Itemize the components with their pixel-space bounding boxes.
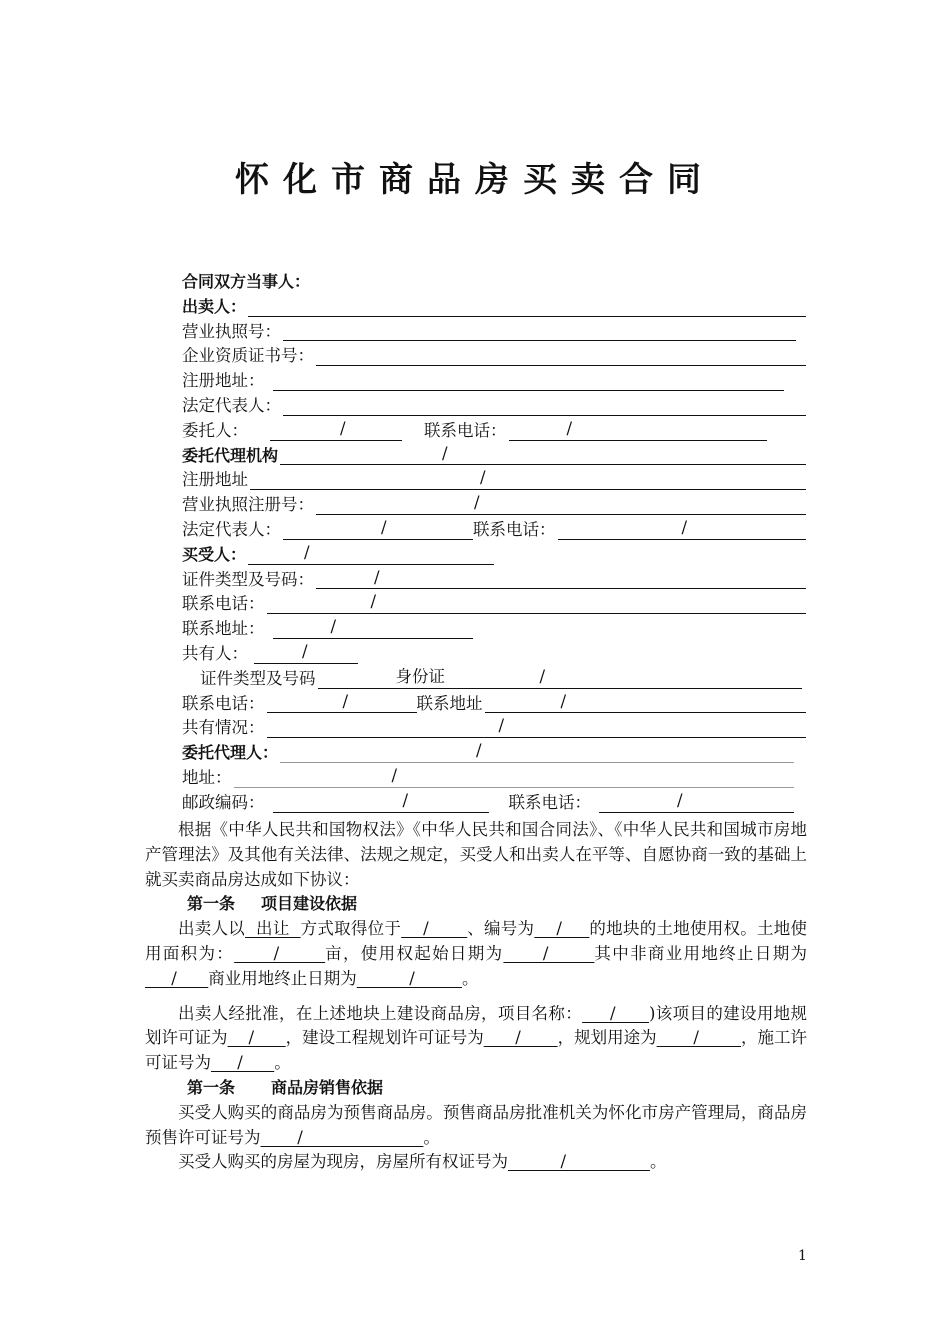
agent-label: 委托代理人： — [182, 743, 279, 763]
agent-slash: / — [476, 741, 482, 761]
buyer-id-row — [182, 568, 806, 593]
co-ownership-row — [182, 716, 806, 741]
co-ownership-label: 共有情况： — [182, 718, 265, 738]
agency-address-label: 注册地址 — [182, 470, 248, 490]
article-2-paragraph-2 — [145, 1150, 807, 1175]
buyer-address-field[interactable] — [273, 617, 473, 639]
buyer-phone-label: 联系电话： — [182, 594, 265, 614]
agent-address-label: 地址： — [182, 767, 232, 787]
start-date-field[interactable]: / — [503, 943, 595, 963]
co-owner-phone-field[interactable] — [267, 691, 417, 713]
agency-legal-rep-slash: / — [381, 517, 387, 537]
text-segment: 其中非商业用地终止日期为 — [594, 943, 808, 963]
agent-row — [182, 741, 806, 766]
legal-rep-label: 法定代表人： — [182, 395, 281, 415]
qualification-label: 企业资质证书号： — [182, 346, 314, 366]
buyer-phone-field[interactable] — [267, 592, 807, 614]
buyer-phone-slash: / — [370, 592, 377, 612]
reg-address-label: 注册地址： — [182, 371, 265, 391]
project-name-field[interactable]: / — [582, 1003, 650, 1023]
co-owner-slash: / — [302, 641, 308, 661]
agency-address-row — [182, 468, 806, 493]
article-2-number: 第一条 — [187, 1077, 236, 1097]
agent-address-row — [182, 766, 806, 791]
article-2-heading — [145, 1076, 807, 1101]
co-owner-id-row — [182, 667, 806, 692]
buyer-label: 买受人： — [182, 544, 247, 564]
buyer-row — [182, 543, 806, 568]
agency-legal-rep-row — [182, 518, 806, 543]
text-segment: 。 — [649, 1152, 667, 1172]
agency-legal-rep-field[interactable] — [283, 517, 473, 540]
buyer-id-label: 证件类型及号码： — [182, 569, 314, 589]
co-owner-field[interactable] — [254, 641, 358, 664]
agency-label: 委托代理机构 — [182, 445, 279, 465]
agent-postcode-slash: / — [402, 790, 409, 810]
contract-body — [145, 818, 807, 1175]
non-commercial-end-date-field[interactable]: / — [145, 968, 209, 988]
agent-postcode-label: 邮政编码： — [182, 792, 265, 812]
reg-address-row — [182, 369, 806, 394]
agent-phone-field[interactable] — [599, 790, 794, 813]
buyer-id-slash: / — [374, 567, 380, 587]
agency-address-slash: / — [480, 468, 486, 488]
article-1-number: 第一条 — [187, 894, 236, 914]
text-segment: 。 — [274, 1053, 291, 1073]
agency-address-field[interactable] — [250, 468, 806, 490]
presale-permit-field[interactable]: / — [260, 1127, 424, 1147]
article-1-heading — [145, 892, 807, 917]
co-ownership-field[interactable] — [267, 716, 807, 738]
co-owner-row — [182, 642, 806, 667]
buyer-address-slash: / — [330, 617, 337, 637]
entrusted-phone-label: 联系电话： — [424, 420, 507, 440]
agency-phone-field[interactable] — [558, 517, 807, 540]
ownership-certificate-field[interactable]: / — [508, 1152, 650, 1172]
acquire-method-field[interactable]: 出让 — [245, 919, 301, 939]
construction-permit-field[interactable]: / — [211, 1053, 275, 1073]
agent-phone-label: 联系电话： — [508, 792, 591, 812]
document-title: 怀化市商品房买卖合同 — [235, 160, 715, 200]
legal-rep-field[interactable] — [283, 397, 806, 416]
buyer-phone-row — [182, 592, 806, 617]
co-owner-phone-slash: / — [342, 691, 349, 711]
page-number: 1 — [798, 1248, 807, 1264]
text-segment: 买受人购买的房屋为现房，房屋所有权证号为 — [178, 1152, 508, 1172]
agent-address-slash: / — [391, 765, 398, 785]
agency-row — [182, 444, 806, 469]
agency-phone-label: 联系电话： — [473, 519, 556, 539]
co-owner-phone-row — [182, 692, 806, 717]
planned-use-field[interactable]: / — [656, 1028, 741, 1048]
agent-phone-slash: / — [677, 790, 683, 810]
co-ownership-slash: / — [498, 716, 505, 736]
agent-field[interactable] — [280, 741, 794, 763]
buyer-address-row — [182, 617, 806, 642]
agent-postcode-row — [182, 791, 806, 816]
agency-license-slash: / — [474, 493, 480, 513]
text-segment: 商业用地终止日期为 — [208, 968, 357, 988]
buyer-field[interactable] — [248, 542, 494, 565]
qualification-row — [182, 344, 806, 369]
agency-license-label: 营业执照注册号： — [182, 495, 314, 515]
agency-legal-rep-label: 法定代表人： — [182, 519, 281, 539]
co-owner-id-value: 身份证 — [395, 666, 445, 686]
article-1-title: 项目建设依据 — [261, 894, 358, 914]
entrusted-row — [182, 419, 806, 444]
entrusted-label: 委托人： — [182, 420, 248, 440]
commercial-end-date-field[interactable]: / — [356, 968, 462, 988]
text-segment: ，建设工程规划许可证号为 — [285, 1028, 484, 1048]
entrusted-field[interactable] — [270, 418, 402, 441]
qualification-field[interactable] — [316, 347, 806, 366]
text-segment: 。 — [461, 968, 479, 988]
license-row — [182, 320, 806, 345]
construction-planning-permit-field[interactable]: / — [483, 1028, 558, 1048]
co-owner-phone-label: 联系电话： — [182, 693, 265, 713]
co-owner-id-label: 证件类型及号码 — [200, 668, 316, 688]
co-owner-label: 共有人： — [182, 643, 248, 663]
license-no-label: 营业执照号： — [182, 321, 281, 341]
land-area-field[interactable]: / — [234, 943, 326, 963]
agency-phone-slash: / — [681, 517, 688, 537]
text-segment: 出卖人经批准，在上述地块上建设商品房，项目名称： — [178, 1003, 583, 1023]
buyer-address-label: 联系地址： — [182, 619, 265, 639]
preamble: 根据《中华人民共和国物权法》《中华人民共和国合同法》、《中华人民共和国城市房地产管理法》及其他有关法律、法规之规定，买受人和出卖人在平等、自愿协商一致的基础上就买卖商品房达成如下协议： — [145, 820, 807, 889]
license-no-field[interactable] — [283, 322, 796, 341]
plot-number-field[interactable]: / — [534, 919, 590, 939]
seller-row — [182, 295, 806, 320]
text-segment: 买受人购买的商品房为预售商品房。预售商品房批准机关为怀化市房产管理局，商品房预售许可证号为 — [145, 1102, 807, 1147]
text-segment: 出卖人以 — [178, 919, 246, 939]
seller-field[interactable] — [248, 298, 806, 317]
text-segment: 亩，使用权起始日期为 — [325, 943, 504, 963]
entrusted-slash: / — [340, 418, 346, 438]
legal-rep-row — [182, 394, 806, 419]
co-owner-address-label: 联系地址 — [416, 693, 483, 713]
agency-license-field[interactable] — [316, 493, 806, 515]
location-field[interactable]: / — [401, 919, 468, 939]
text-segment: 的地块的土地使用权。土地使用面积为： — [145, 919, 808, 963]
text-segment: ，规划用途为 — [557, 1028, 657, 1048]
reg-address-field[interactable] — [273, 372, 785, 391]
buyer-id-field[interactable] — [316, 567, 806, 589]
entrusted-phone-slash: / — [566, 418, 573, 438]
article-2-paragraph-1 — [145, 1101, 807, 1151]
entrusted-phone-field[interactable] — [509, 418, 767, 441]
article-2-title: 商品房销售依据 — [271, 1077, 384, 1097]
agency-license-row — [182, 493, 806, 518]
agent-address-field[interactable] — [234, 765, 795, 788]
buyer-slash: / — [304, 542, 310, 562]
land-planning-permit-field[interactable]: / — [227, 1028, 286, 1048]
agent-postcode-field[interactable] — [273, 790, 489, 813]
co-owner-id-field[interactable] — [318, 666, 803, 689]
party-section — [182, 270, 806, 816]
text-segment: )该项目的建设用地规划许可证为 — [145, 1003, 807, 1048]
co-owner-address-slash: / — [560, 691, 567, 711]
seller-label: 出卖人： — [182, 296, 247, 316]
co-owner-id-slash: / — [539, 666, 546, 686]
text-segment: ，施工许可证号为 — [145, 1028, 808, 1073]
article-1-paragraph-1 — [145, 917, 807, 991]
text-segment: 方式取得位于 — [300, 919, 402, 939]
agency-slash: / — [442, 443, 448, 463]
article-1-paragraph-2 — [145, 1002, 807, 1076]
co-owner-address-field[interactable] — [485, 691, 807, 713]
text-segment: 。 — [423, 1127, 440, 1147]
agency-field[interactable] — [280, 443, 806, 465]
party-heading-row — [182, 270, 806, 295]
party-heading: 合同双方当事人： — [182, 272, 311, 291]
text-segment: 、编号为 — [467, 919, 535, 939]
